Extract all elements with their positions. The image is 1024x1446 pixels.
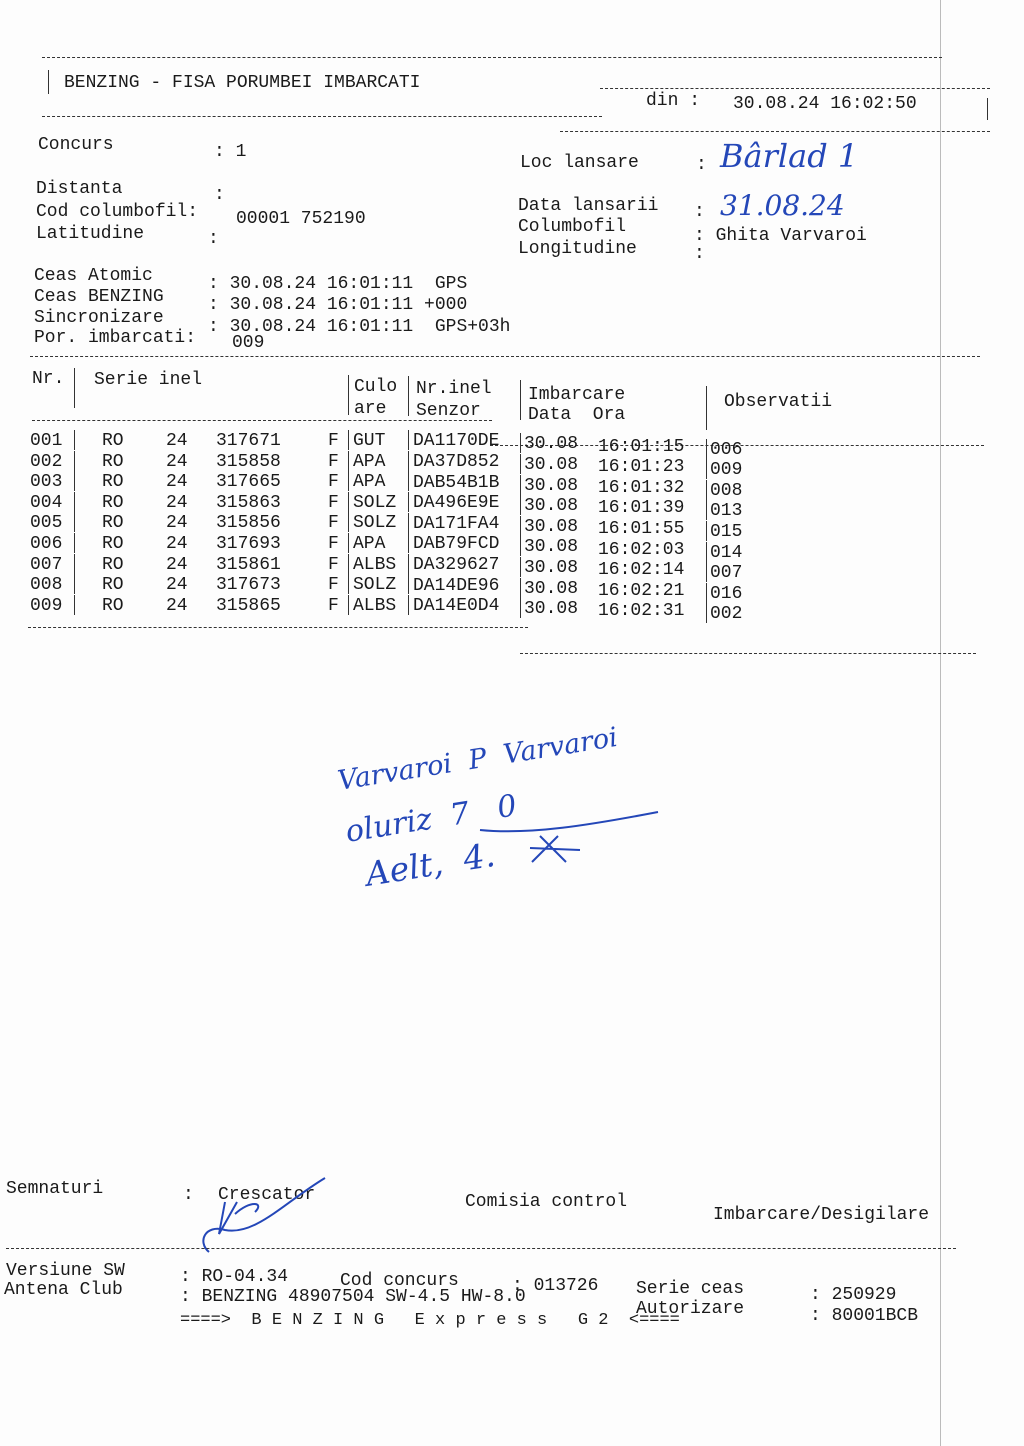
row-color: SOLZ bbox=[353, 575, 397, 596]
row-sensor: DA14E0D4 bbox=[413, 596, 500, 617]
row-divider bbox=[74, 492, 75, 512]
col-divider-nr bbox=[74, 368, 75, 408]
latitudine-label: Latitudine bbox=[36, 224, 145, 244]
row-nr: 003 bbox=[30, 472, 63, 493]
row-divider bbox=[408, 554, 409, 574]
row-divider bbox=[520, 454, 521, 474]
row-country: RO bbox=[102, 431, 124, 451]
row-divider bbox=[706, 500, 707, 520]
row-year: 24 bbox=[166, 575, 188, 596]
row-divider bbox=[74, 451, 75, 471]
row-country: RO bbox=[102, 451, 124, 472]
row-nr: 008 bbox=[30, 575, 63, 596]
row-sensor: DA496E9E bbox=[413, 493, 500, 514]
row-year: 24 bbox=[166, 431, 188, 451]
header-right-bar bbox=[987, 98, 988, 120]
loc-lansare-value: Bârlad 1 bbox=[720, 137, 859, 175]
concurs-value: : 1 bbox=[214, 142, 247, 162]
row-observation: 008 bbox=[710, 480, 743, 501]
autorizare-label: Autorizare bbox=[636, 1299, 745, 1319]
header-rule-mid bbox=[42, 116, 602, 117]
row-observation: 009 bbox=[710, 460, 743, 481]
row-ring: 317665 bbox=[216, 472, 281, 493]
row-divider bbox=[408, 513, 409, 533]
row-divider bbox=[74, 595, 75, 615]
longitudine-label: Longitudine bbox=[518, 239, 637, 259]
row-observation: 016 bbox=[710, 583, 743, 604]
ceas-atomic-value: : 30.08.24 16:01:11 GPS bbox=[208, 274, 468, 294]
row-sex: F bbox=[328, 534, 339, 554]
row-observation: 007 bbox=[710, 563, 743, 584]
row-divider bbox=[706, 562, 707, 582]
header-rule-bottom bbox=[560, 131, 990, 132]
row-divider bbox=[520, 433, 521, 453]
sincronizare-value: : 30.08.24 16:01:11 GPS+03h bbox=[208, 317, 511, 337]
sincronizare-label: Sincronizare bbox=[34, 308, 164, 328]
col-divider-imbarcare bbox=[706, 386, 707, 430]
row-sensor: DA329627 bbox=[413, 554, 500, 575]
row-sex: F bbox=[328, 554, 339, 575]
row-color: APA bbox=[353, 534, 386, 554]
row-time: 16:01:39 bbox=[598, 498, 685, 519]
col-header-senzor-2: Senzor bbox=[416, 401, 481, 421]
row-date: 30.08 bbox=[524, 558, 579, 579]
row-divider bbox=[74, 430, 75, 450]
row-year: 24 bbox=[166, 451, 188, 472]
row-observation: 015 bbox=[710, 522, 743, 543]
table-rule-top bbox=[30, 356, 980, 357]
row-year: 24 bbox=[166, 534, 188, 554]
row-observation: 002 bbox=[710, 604, 743, 625]
row-divider bbox=[706, 480, 707, 500]
row-divider bbox=[706, 459, 707, 479]
row-country: RO bbox=[102, 534, 124, 554]
row-ring: 315863 bbox=[216, 492, 281, 513]
row-nr: 001 bbox=[30, 431, 63, 451]
row-divider bbox=[408, 595, 409, 615]
row-ring: 317671 bbox=[216, 431, 281, 451]
row-country: RO bbox=[102, 575, 124, 596]
row-divider bbox=[706, 542, 707, 562]
serie-ceas-value: : 250929 bbox=[810, 1285, 897, 1305]
serie-ceas-label: Serie ceas bbox=[636, 1279, 745, 1299]
row-nr: 006 bbox=[30, 534, 63, 554]
page-edge bbox=[940, 0, 941, 1446]
row-divider bbox=[520, 598, 521, 618]
row-ring: 315861 bbox=[216, 554, 281, 575]
row-time: 16:02:31 bbox=[598, 601, 685, 622]
row-date: 30.08 bbox=[524, 516, 579, 537]
col-divider-serie bbox=[348, 375, 349, 415]
row-divider bbox=[520, 557, 521, 577]
cod-columbofil-label: Cod columbofil: bbox=[36, 202, 199, 222]
row-time: 16:01:32 bbox=[598, 477, 685, 498]
row-ring: 315858 bbox=[216, 451, 281, 472]
row-sex: F bbox=[328, 431, 339, 451]
cod-concurs-label: Cod concurs bbox=[340, 1271, 459, 1291]
longitudine-sep: : bbox=[694, 244, 705, 264]
row-date: 30.08 bbox=[524, 475, 579, 496]
row-divider bbox=[706, 439, 707, 459]
imbarcare-desigilare-label: Imbarcare/Desigilare bbox=[713, 1205, 930, 1225]
antena-club-label: Antena Club bbox=[4, 1280, 123, 1300]
row-sex: F bbox=[328, 492, 339, 513]
row-year: 24 bbox=[166, 595, 188, 616]
col-header-serie: Serie inel bbox=[94, 370, 203, 390]
cod-columbofil-value: 00001 752190 bbox=[236, 209, 366, 229]
col-header-culoare-1: Culo bbox=[354, 377, 398, 397]
col-header-observatii: Observatii bbox=[724, 392, 833, 412]
semnaturi-label: Semnaturi bbox=[6, 1179, 104, 1199]
comisia-control-label: Comisia control bbox=[465, 1192, 628, 1212]
row-year: 24 bbox=[166, 472, 188, 493]
doc-title: BENZING - FISA PORUMBEI IMBARCATI bbox=[64, 73, 421, 93]
row-divider bbox=[408, 451, 409, 471]
header-rule-top bbox=[42, 57, 942, 58]
row-ring: 317673 bbox=[216, 575, 281, 596]
row-sex: F bbox=[328, 513, 339, 534]
row-divider bbox=[520, 516, 521, 536]
row-date: 30.08 bbox=[524, 578, 579, 599]
data-lansarii-sep: : bbox=[694, 202, 705, 222]
columbofil-value: : Ghita Varvaroi bbox=[694, 226, 867, 246]
row-nr: 009 bbox=[30, 595, 63, 616]
por-imbarcati-label: Por. imbarcati: bbox=[34, 328, 197, 348]
row-observation: 006 bbox=[710, 439, 743, 460]
antena-club-value: : BENZING 48907504 SW-4.5 HW-8.0 bbox=[180, 1287, 526, 1307]
row-observation: 013 bbox=[710, 501, 743, 522]
handwritten-note-line-1: Varvaroi P Varvaroi bbox=[335, 721, 620, 797]
row-year: 24 bbox=[166, 492, 188, 513]
header-rule-right bbox=[600, 88, 990, 89]
crescator-label: Crescator bbox=[218, 1185, 316, 1205]
col-header-nr: Nr. bbox=[32, 369, 65, 389]
columbofil-label: Columbofil bbox=[518, 217, 627, 237]
row-divider bbox=[348, 430, 349, 450]
row-nr: 004 bbox=[30, 492, 63, 513]
ceas-benzing-label: Ceas BENZING bbox=[34, 287, 164, 307]
row-sex: F bbox=[328, 575, 339, 596]
din-label: din : bbox=[646, 91, 701, 111]
row-date: 30.08 bbox=[524, 537, 579, 558]
row-country: RO bbox=[102, 492, 124, 513]
latitudine-sep: : bbox=[208, 229, 219, 249]
autorizare-value: : 80001BCB bbox=[810, 1306, 919, 1326]
row-sex: F bbox=[328, 595, 339, 616]
row-divider bbox=[408, 471, 409, 491]
row-country: RO bbox=[102, 472, 124, 493]
row-date: 30.08 bbox=[524, 496, 579, 517]
versiune-sw-value: : RO-04.34 bbox=[180, 1267, 289, 1287]
row-time: 16:01:23 bbox=[598, 457, 685, 478]
row-country: RO bbox=[102, 513, 124, 534]
loc-lansare-sep: : bbox=[696, 155, 707, 175]
row-nr: 002 bbox=[30, 451, 63, 472]
semnaturi-sep: : bbox=[183, 1185, 194, 1205]
row-country: RO bbox=[102, 554, 124, 575]
cod-concurs-value: : 013726 bbox=[512, 1276, 599, 1296]
por-imbarcati-value: 009 bbox=[232, 333, 265, 353]
table-rule-bottom-left bbox=[28, 627, 528, 628]
benzing-express-banner: ====> B E N Z I N G E x p r e s s G 2 <==== bbox=[180, 1311, 680, 1330]
row-divider bbox=[348, 492, 349, 512]
row-divider bbox=[74, 471, 75, 491]
row-color: SOLZ bbox=[353, 492, 397, 513]
row-ring: 315865 bbox=[216, 595, 281, 616]
row-sensor: DAB79FCD bbox=[413, 534, 500, 555]
row-sensor: DA14DE96 bbox=[413, 575, 500, 596]
row-sensor: DA37D852 bbox=[413, 451, 500, 472]
row-color: ALBS bbox=[353, 554, 397, 575]
distanta-label: Distanta bbox=[36, 179, 123, 199]
table-rule-bottom-right bbox=[520, 653, 976, 654]
row-year: 24 bbox=[166, 554, 188, 575]
data-lansarii-label: Data lansarii bbox=[518, 196, 659, 216]
row-divider bbox=[408, 430, 409, 450]
row-divider bbox=[348, 574, 349, 594]
row-date: 30.08 bbox=[524, 434, 579, 455]
row-time: 16:01:15 bbox=[598, 436, 685, 457]
handwritten-strokes bbox=[470, 800, 670, 870]
row-divider bbox=[520, 475, 521, 495]
versiune-sw-label: Versiune SW bbox=[6, 1261, 125, 1281]
row-sensor: DA1170DE bbox=[413, 431, 500, 452]
row-divider bbox=[520, 495, 521, 515]
row-divider bbox=[74, 574, 75, 594]
handwritten-note-line-2: oluriz 7 0 bbox=[343, 788, 520, 850]
row-sex: F bbox=[328, 451, 339, 472]
ceas-benzing-value: : 30.08.24 16:01:11 +000 bbox=[208, 295, 468, 315]
row-observation: 014 bbox=[710, 542, 743, 563]
row-divider bbox=[348, 533, 349, 553]
row-divider bbox=[348, 471, 349, 491]
row-time: 16:02:21 bbox=[598, 580, 685, 601]
row-year: 24 bbox=[166, 513, 188, 534]
distanta-sep: : bbox=[214, 185, 225, 205]
row-divider bbox=[348, 595, 349, 615]
row-color: APA bbox=[353, 472, 386, 493]
row-color: SOLZ bbox=[353, 513, 397, 534]
row-divider bbox=[706, 521, 707, 541]
loc-lansare-label: Loc lansare bbox=[520, 153, 639, 173]
row-time: 16:02:03 bbox=[598, 539, 685, 560]
col-divider-culoare bbox=[408, 376, 409, 416]
row-divider bbox=[74, 512, 75, 532]
header-left-bar bbox=[48, 70, 49, 94]
row-color: ALBS bbox=[353, 595, 397, 616]
row-time: 16:02:14 bbox=[598, 560, 685, 581]
row-nr: 007 bbox=[30, 554, 63, 575]
row-divider bbox=[74, 554, 75, 574]
row-sensor: DA171FA4 bbox=[413, 513, 500, 534]
ceas-atomic-label: Ceas Atomic bbox=[34, 266, 153, 286]
row-divider bbox=[74, 533, 75, 553]
row-sensor: DAB54B1B bbox=[413, 472, 500, 493]
row-divider bbox=[706, 603, 707, 623]
row-divider bbox=[348, 451, 349, 471]
row-divider bbox=[348, 554, 349, 574]
row-color: APA bbox=[353, 451, 386, 472]
row-country: RO bbox=[102, 595, 124, 616]
din-value: 30.08.24 16:02:50 bbox=[733, 94, 917, 114]
row-ring: 317693 bbox=[216, 534, 281, 554]
data-lansarii-value: 31.08.24 bbox=[720, 189, 845, 222]
col-header-imbarcare-2: Data Ora bbox=[528, 405, 626, 425]
row-divider bbox=[408, 574, 409, 594]
row-divider bbox=[408, 533, 409, 553]
row-divider bbox=[520, 578, 521, 598]
row-nr: 005 bbox=[30, 513, 63, 534]
row-time: 16:01:55 bbox=[598, 518, 685, 539]
row-date: 30.08 bbox=[524, 599, 579, 620]
col-header-culoare-2: are bbox=[354, 399, 387, 419]
concurs-label: Concurs bbox=[38, 135, 114, 155]
row-sex: F bbox=[328, 472, 339, 493]
table-rule-header-left bbox=[32, 420, 492, 421]
row-date: 30.08 bbox=[524, 455, 579, 476]
row-divider bbox=[408, 492, 409, 512]
row-color: GUT bbox=[353, 431, 386, 451]
signature-stroke bbox=[195, 1172, 335, 1272]
col-divider-senzor bbox=[520, 380, 521, 420]
row-divider bbox=[706, 583, 707, 603]
row-ring: 315856 bbox=[216, 513, 281, 534]
row-divider bbox=[348, 512, 349, 532]
col-header-senzor-1: Nr.inel bbox=[416, 379, 492, 399]
row-divider bbox=[520, 536, 521, 556]
handwritten-note-line-3: Aelt, 4. bbox=[362, 834, 498, 894]
col-header-imbarcare-1: Imbarcare bbox=[528, 385, 626, 405]
footer-rule bbox=[6, 1248, 956, 1249]
